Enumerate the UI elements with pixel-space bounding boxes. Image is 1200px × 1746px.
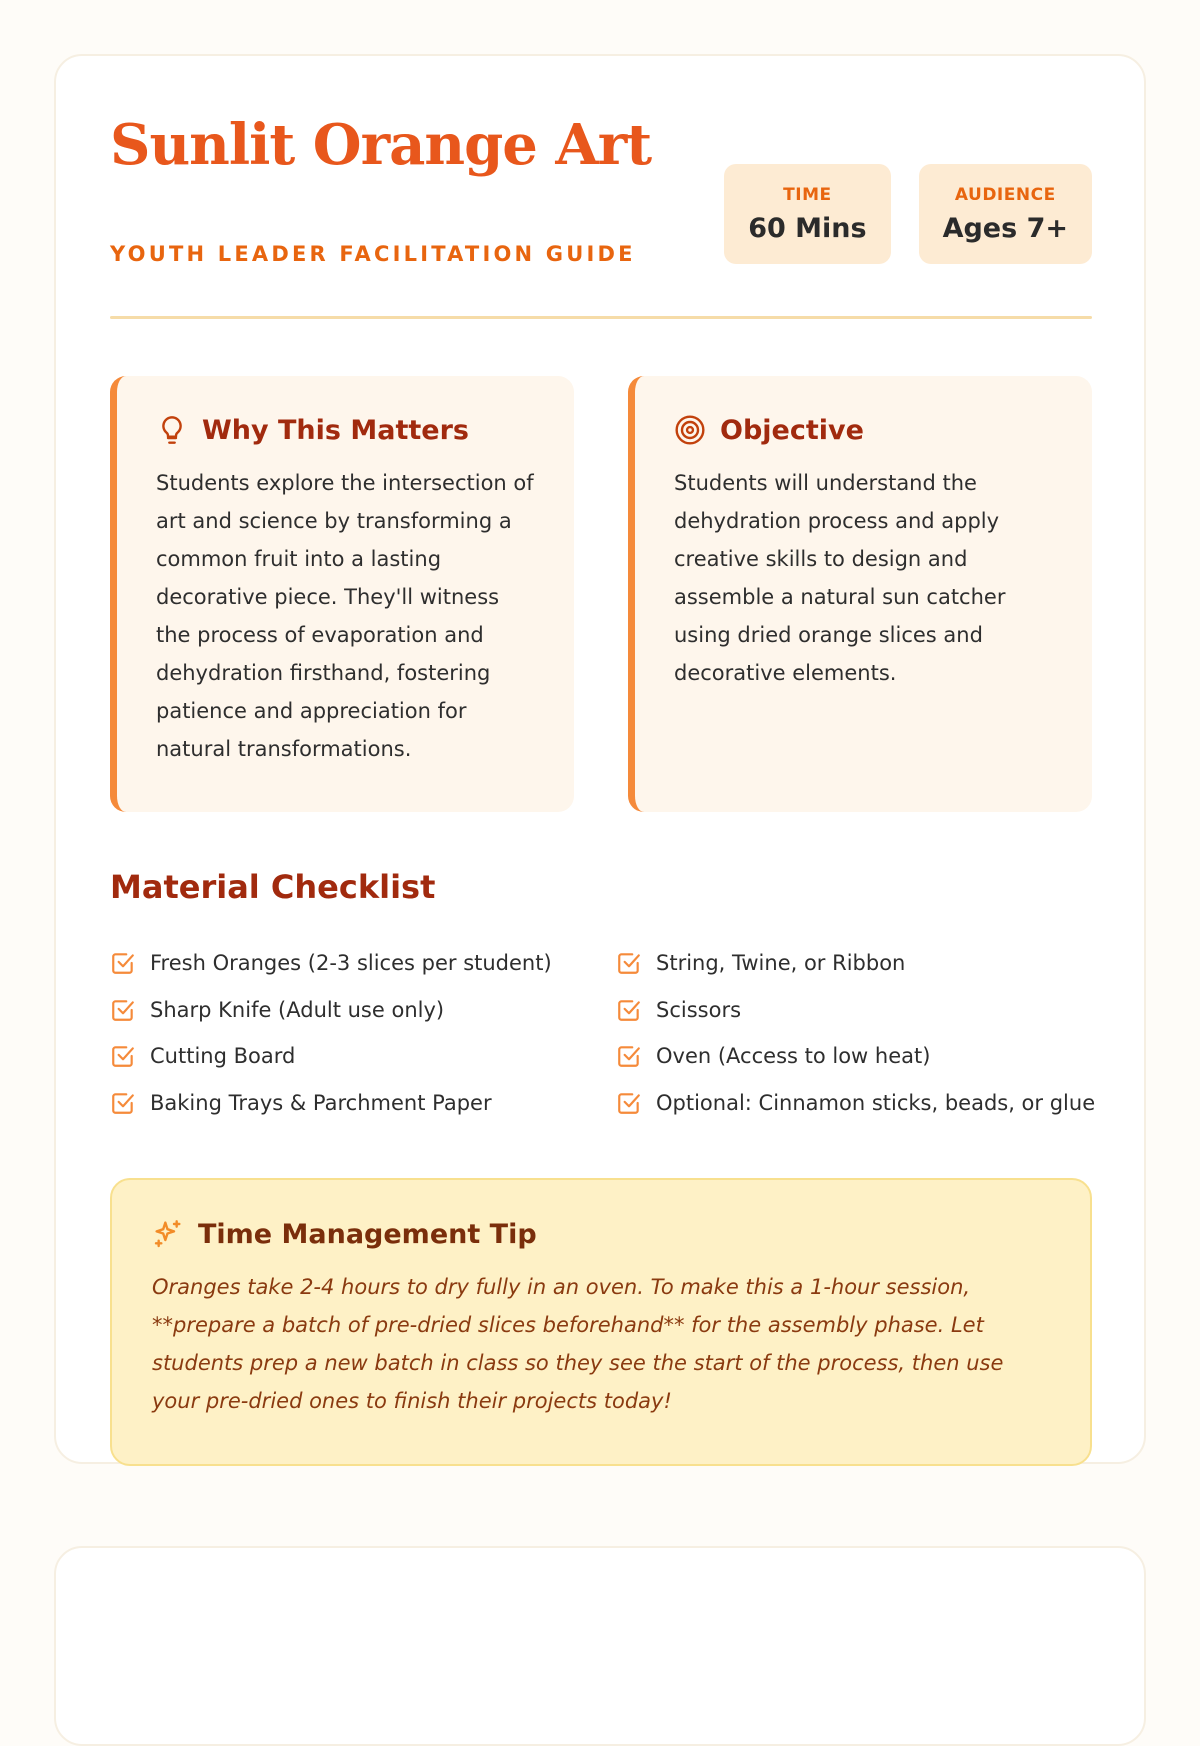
objective-title: Objective — [720, 414, 864, 446]
why-this-matters-header — [156, 414, 536, 446]
checkbox-checked-icon — [616, 950, 642, 976]
time-management-tip — [110, 1178, 1092, 1466]
page-subtitle: YOUTH LEADER FACILITATION GUIDE — [110, 242, 636, 266]
time-badge-label: TIME — [783, 184, 832, 205]
guide-content — [110, 106, 1096, 1413]
tip-header — [152, 1218, 1048, 1250]
meta-badges — [724, 164, 1092, 264]
objective-header — [674, 414, 1054, 446]
checklist-item[interactable] — [110, 1080, 616, 1127]
checkbox-checked-icon — [110, 1090, 136, 1116]
checkbox-checked-icon — [110, 997, 136, 1023]
checklist-item-label: Scissors — [656, 997, 742, 1022]
checklist-item-label: Sharp Knife (Adult use only) — [150, 997, 445, 1022]
checklist-item-label: Fresh Oranges (2-3 slices per student) — [150, 951, 552, 976]
sparkles-icon — [152, 1218, 184, 1250]
checkbox-checked-icon — [110, 1043, 136, 1069]
checklist-item-label: Optional: Cinnamon sticks, beads, or glue — [656, 1090, 1096, 1115]
audience-badge-value: Ages 7+ — [942, 212, 1068, 244]
checklist-item[interactable] — [616, 940, 1110, 987]
tip-text: Oranges take 2-4 hours to dry fully in an oven. To make this a 1-hour session, **prepare a batch of pre-dried slices beforehand** for the assembly phase. Let students prep a new batch in class so they see the start of the process, then use your pre-dried ones to finish their projects today! — [152, 1275, 1004, 1413]
checklist-item[interactable] — [616, 987, 1110, 1034]
lightbulb-icon — [156, 414, 188, 446]
page-title: Sunlit Orange Art — [110, 112, 652, 178]
audience-badge — [919, 164, 1092, 264]
why-this-matters-title: Why This Matters — [202, 414, 469, 446]
checklist-item-label: Oven (Access to low heat) — [656, 1044, 931, 1069]
target-icon — [674, 414, 706, 446]
audience-badge-label: AUDIENCE — [954, 184, 1056, 205]
tip-title: Time Management Tip — [198, 1218, 537, 1250]
material-checklist-title: Material Checklist — [110, 868, 436, 906]
objective-box — [628, 376, 1092, 812]
guide-card — [54, 54, 1146, 1464]
why-this-matters-box — [110, 376, 574, 812]
time-badge — [724, 164, 890, 264]
checkbox-checked-icon — [616, 997, 642, 1023]
guide-header — [110, 106, 1092, 314]
checklist-item[interactable] — [616, 1080, 1110, 1127]
info-row — [110, 376, 1092, 812]
next-card — [54, 1546, 1146, 1746]
time-badge-value: 60 Mins — [748, 212, 867, 244]
checkbox-checked-icon — [110, 950, 136, 976]
header-divider — [110, 316, 1092, 319]
checklist-item[interactable] — [616, 1033, 1110, 1080]
checklist-item-label: String, Twine, or Ribbon — [656, 951, 906, 976]
checklist-item[interactable] — [110, 940, 616, 987]
checklist-item[interactable] — [110, 1033, 616, 1080]
checklist-item-label: Cutting Board — [150, 1044, 296, 1069]
objective-text: Students will understand the dehydration process and apply creative skills to design and assemble a natural sun catcher using dried orange slices and decorative elements. — [674, 471, 1006, 685]
checkbox-checked-icon — [616, 1090, 642, 1116]
checklist-item[interactable] — [110, 987, 616, 1034]
material-checklist — [110, 940, 1110, 1126]
checklist-item-label: Baking Trays & Parchment Paper — [150, 1090, 492, 1115]
checkbox-checked-icon — [616, 1043, 642, 1069]
why-this-matters-text: Students explore the intersection of art and science by transforming a common fruit into a lasting decorative piece. They'll witness the process of evaporation and dehydration firsthand, fostering patience and appreciation for natural transformations. — [156, 471, 534, 761]
